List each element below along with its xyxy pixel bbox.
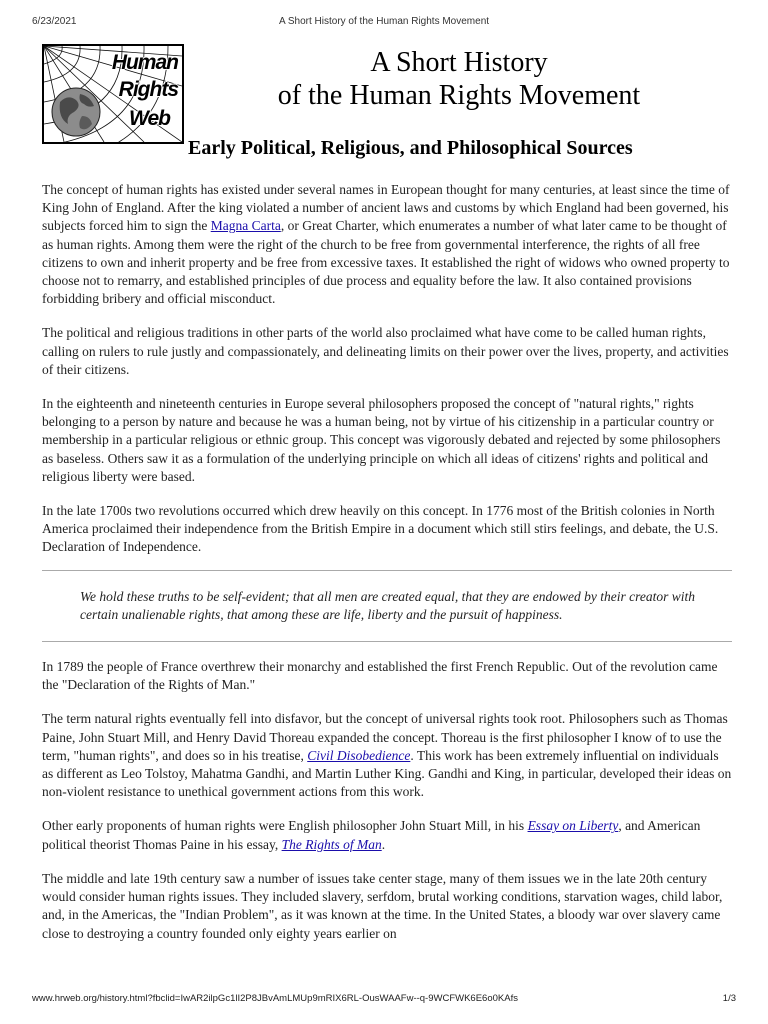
declaration-quote: We hold these truths to be self-evident; that all men are created equal, that they are endowed by their creator with certain unalienable rights, that among these are life, liberty and the pursuit of happiness. [80,588,695,622]
logo-text-line2: Rights [118,78,178,101]
divider [42,570,732,571]
essay-on-liberty-link[interactable]: Essay on Liberty [527,818,619,834]
paragraph-text: . This work has been extremely influential on individuals as different as Leo Tolstoy, Mahatma Gandhi, and Martin Luther King. Gandhi and King, in particular, developed their ideas on non-violent resistance to unethical government actions from this work. [42,747,732,800]
paragraph-magna-carta [42,181,732,308]
logo-text-line1: Human [111,51,178,74]
paragraph-french-revolution: In 1789 the people of France overthrew their monarchy and established the first French Republic. Out of the revolution came the "Declaration of the Rights of Man." [42,659,718,693]
paragraph-text: Other early proponents of human rights were English philosopher John Stuart Mill, in his [42,818,528,834]
paragraph-traditions: The political and religious traditions in other parts of the world also proclaimed what have come to be called human rights, calling on rulers to rule justly and compassionately, and delineating limits on their power over the lives, property, and activities of their citizens. [42,325,729,377]
page-url: www.hrweb.org/history.html?fbclid=IwAR2ilpGc1lI2P8JBvAmLMUp9mRIX6RL-OusWAAFw--q-9WCFWK6E6o0KAfs [32,993,518,1004]
paragraph-text: . [381,836,386,852]
civil-disobedience-link[interactable]: Civil Disobedience [307,747,411,763]
print-date: 6/23/2021 [32,16,77,27]
page-title-line2: of the Human Rights Movement [277,80,641,111]
print-title: A Short History of the Human Rights Movement [278,16,490,27]
paragraph-19th-century: The middle and late 19th century saw a number of issues take center stage, many of them issues we in the late 20th century would consider human rights issues. They included slavery, serfdom, brutal working conditions, starvation wages, child labor, and, in the Americas, the "Indian Problem", as it was known at the time. In the United States, a bloody war over slavery came close to destroying a country founded only eighty years earlier on [42,870,723,941]
paragraph-revolutions: In the late 1700s two revolutions occurred which drew heavily on this concept. In 1776 most of the British colonies in North America proclaimed their independence from the British Empire in a document which still stirs feelings, and debate, the U.S. Declaration of Independence. [42,503,719,555]
paragraph-proponents [42,817,732,853]
section-title: Early Political, Religious, and Philosophical Sources [188,137,633,159]
page-number: 1/3 [722,993,736,1004]
rights-of-man-link[interactable]: The Rights of Man [281,836,382,852]
paragraph-text: , or Great Charter, which enumerates a number of what later came to be thought of as human rights. Among them were the right of the church to be free from governmental interference, the rights of all free citizens to own and inherit property and be free from excessive taxes. It established the right of widows who owned property to choose not to remarry, and established principles of due process and equality before the law. It also contained provisions forbidding bribery and official misconduct. [42,218,730,307]
paragraph-thoreau [42,710,732,801]
divider [42,641,732,642]
page-title-line1: A Short History [370,47,548,78]
article-body [42,181,732,959]
paragraph-text: The concept of human rights has existed under several names in European thought for many centuries, at least since the time of King John of England. After the king violated a number of ancient laws and customs by which England had been governed, his subjects forced him to sign the [42,182,730,234]
magna-carta-link[interactable]: Magna Carta [210,218,281,234]
paragraph-text: , and American political theorist Thomas Paine in his essay, [42,818,701,852]
paragraph-natural-rights: In the eighteenth and nineteenth centuries in Europe several philosophers proposed the concept of "natural rights," rights belonging to a person by nature and because he was a human being, not by virtue of his citizenship in a particular country or membership in a particular religious or ethnic group. This concept was vigorously debated and rejected by some philosophers as baseless. Others saw it as a formulation of the underlying principle on which all ideas of citizens' rights and political and religious liberty were based. [42,396,721,484]
paragraph-text: The term natural rights eventually fell into disfavor, but the concept of universal rights took root. Philosophers such as Thomas Paine, John Stuart Mill, and Henry David Thoreau expanded the concept. Thoreau is the first philosopher I know of to use the term, "human rights", and does so in his treatise, [42,711,728,763]
page-title [150,46,768,112]
logo-text-line3: Web [129,107,170,130]
